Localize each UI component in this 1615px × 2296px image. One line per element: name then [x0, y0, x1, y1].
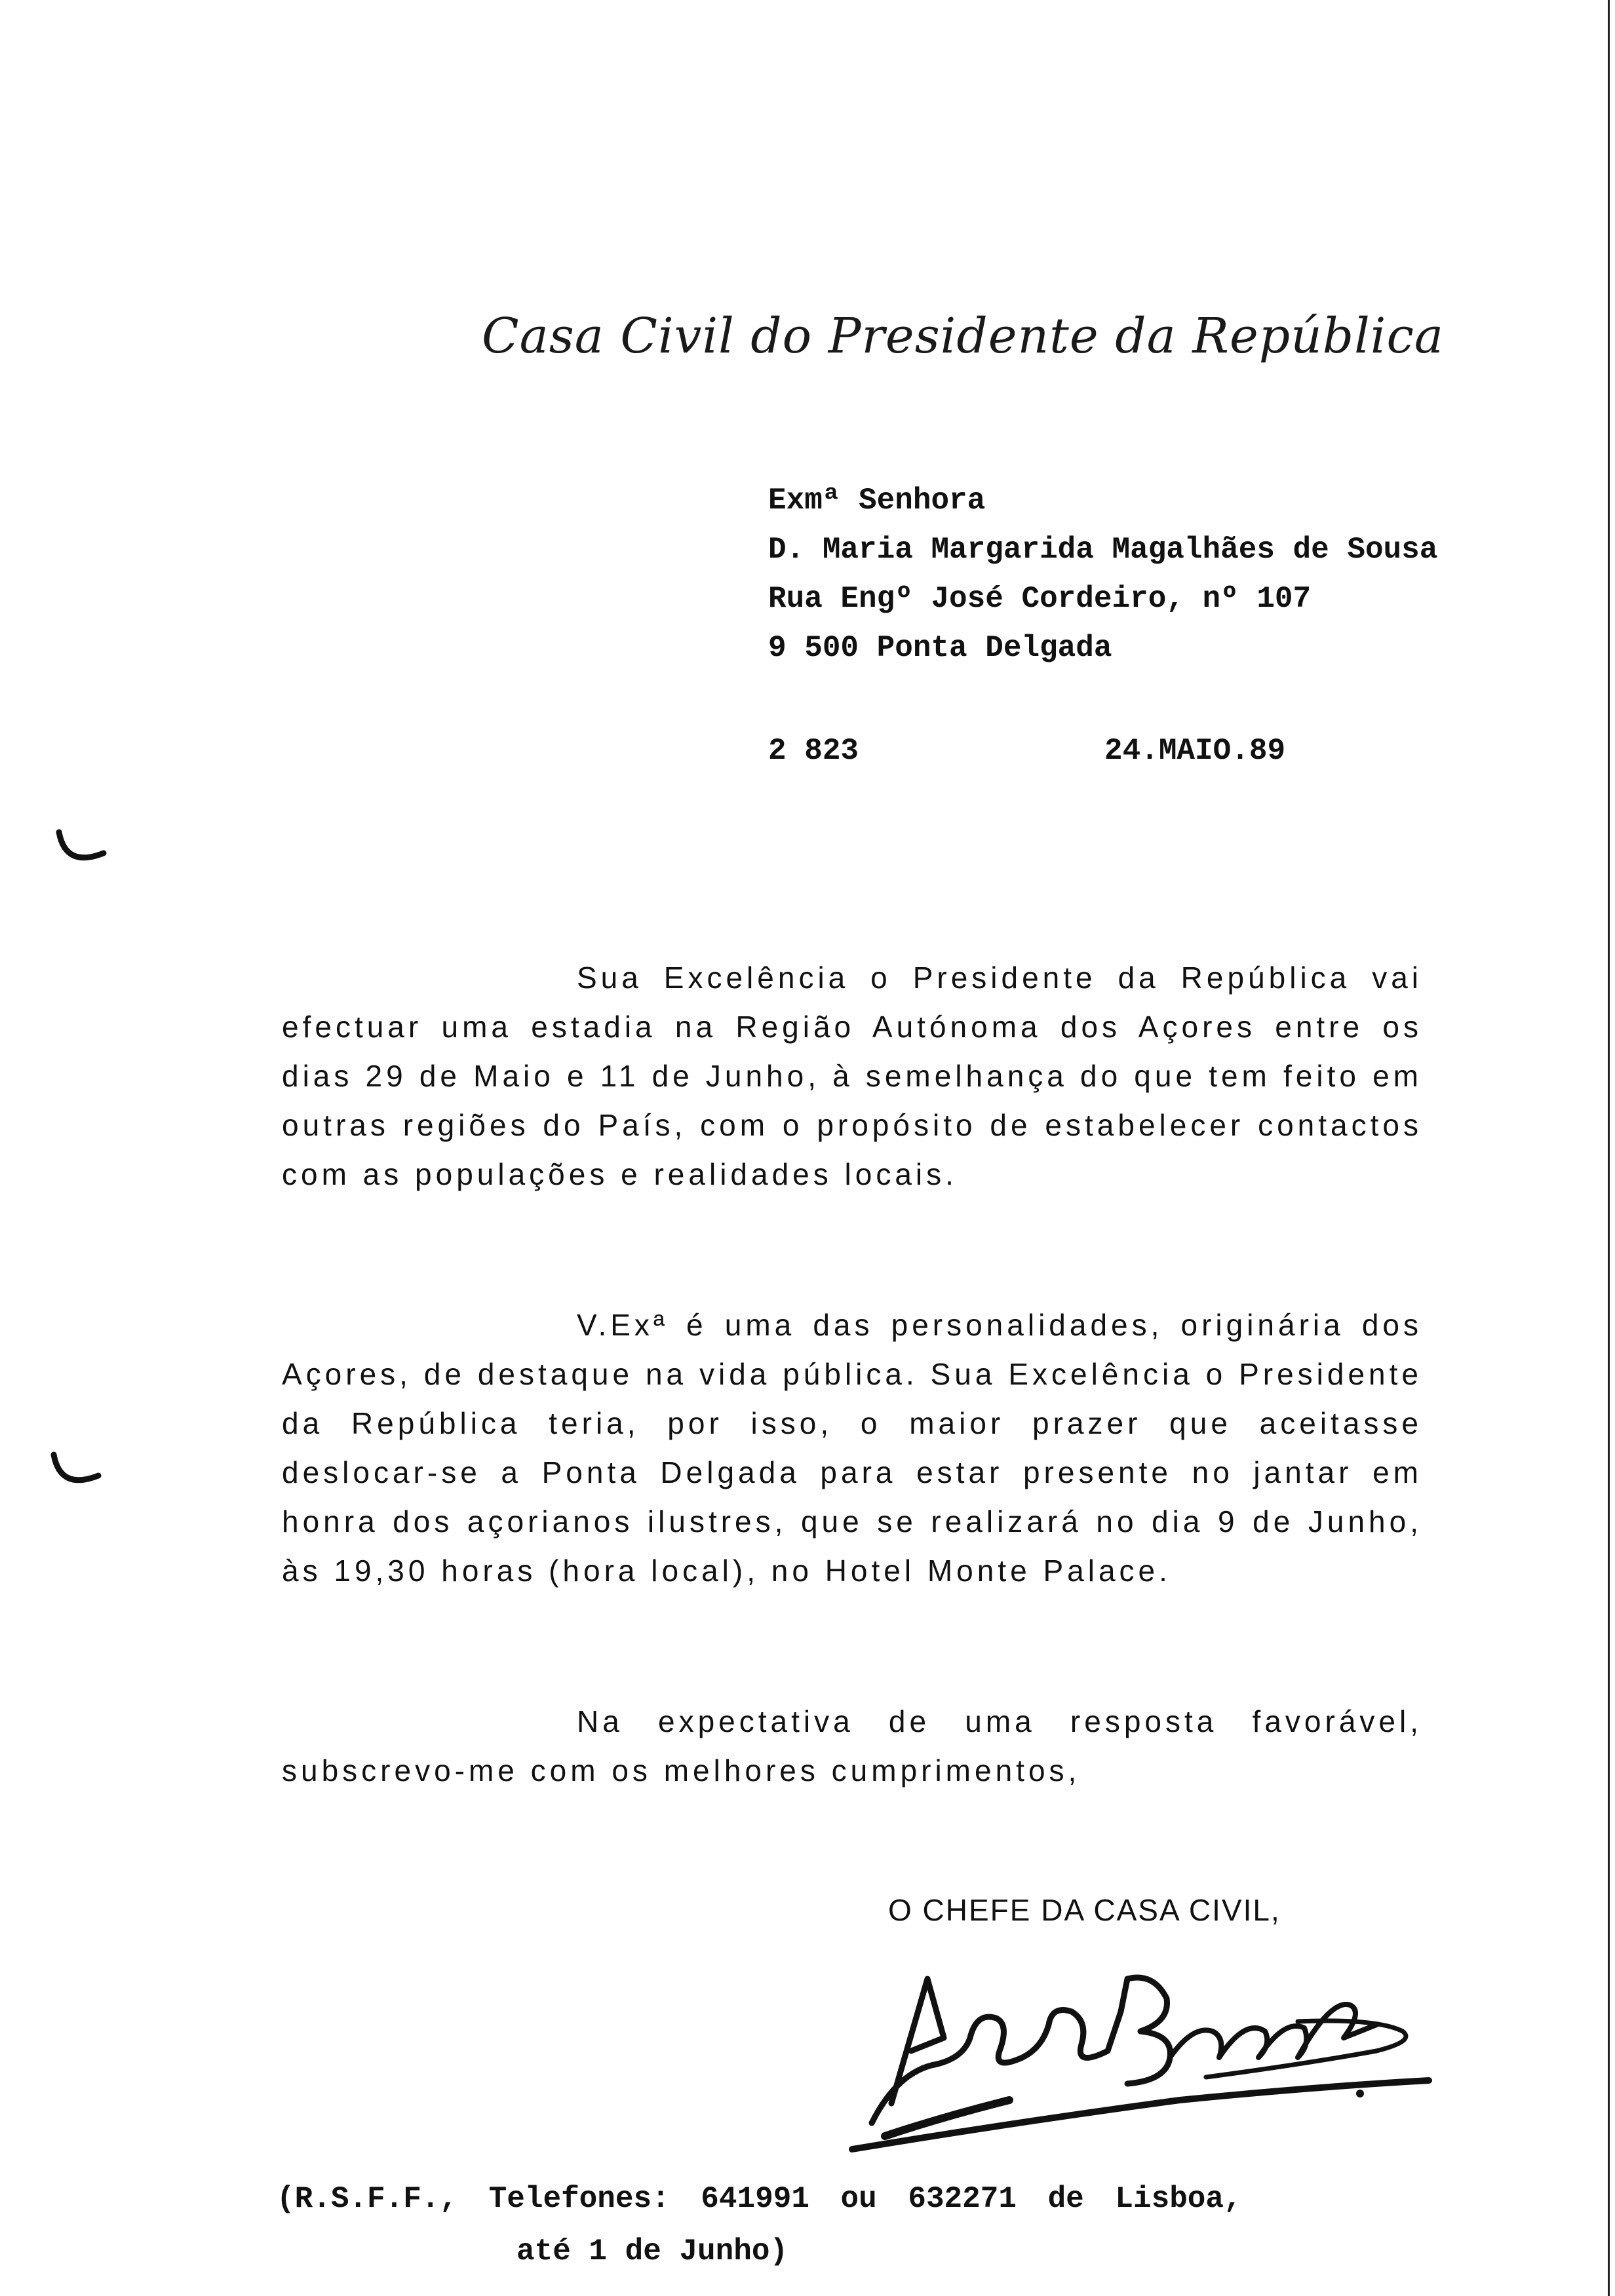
recipient-street: Rua Engº José Cordeiro, nº 107 [768, 582, 1312, 616]
letter-date: 24.MAIO.89 [1104, 734, 1286, 768]
footer-contact-line: (R.S.F.F., Telefones: 641991 ou 632271 de Lisboa, [277, 2182, 1242, 2216]
hole-punch-mark-icon [47, 1442, 106, 1501]
closing-title: O CHEFE DA CASA CIVIL, [888, 1893, 1281, 1927]
paragraph-3: Na expectativa de uma resposta favorável, subscrevo-me com os melhores cumprimentos, [282, 1704, 1422, 1788]
paragraph-2: V.Exª é uma das personalidades, originária dos Açores, de destaque na vida pública. Sua Excelência o Presidente da República teria, por isso, o maior prazer que aceitasse deslocar-se a Ponta Delgada para estar presente no jantar em honra dos açorianos ilustres, que se realizará no dia 9 de Junho, às 19,30 horas (hora local), no Hotel Monte Palace. [282, 1308, 1422, 1588]
letterhead: Casa Civil do Presidente da República [482, 308, 1445, 364]
paragraph-1: Sua Excelência o Presidente da República vai efectuar uma estadia na Região Autónoma dos Açores entre os dias 29 de Maio e 11 de Junho, à semelhança do que tem feito em outras regiões do País, com o propósito de estabelecer contactos com as populações e realidades locais. [282, 961, 1422, 1191]
recipient-city: 9 500 Ponta Delgada [768, 631, 1112, 665]
footer-date-line: até 1 de Junho) [516, 2234, 788, 2268]
page-edge-line [1608, 0, 1610, 2296]
reference-number: 2 823 [768, 734, 859, 768]
hole-punch-mark-icon [52, 819, 111, 878]
recipient-title: Exmª Senhora [768, 484, 986, 518]
recipient-name: D. Maria Margarida Magalhães de Sousa [768, 533, 1438, 567]
signature [813, 1959, 1442, 2156]
